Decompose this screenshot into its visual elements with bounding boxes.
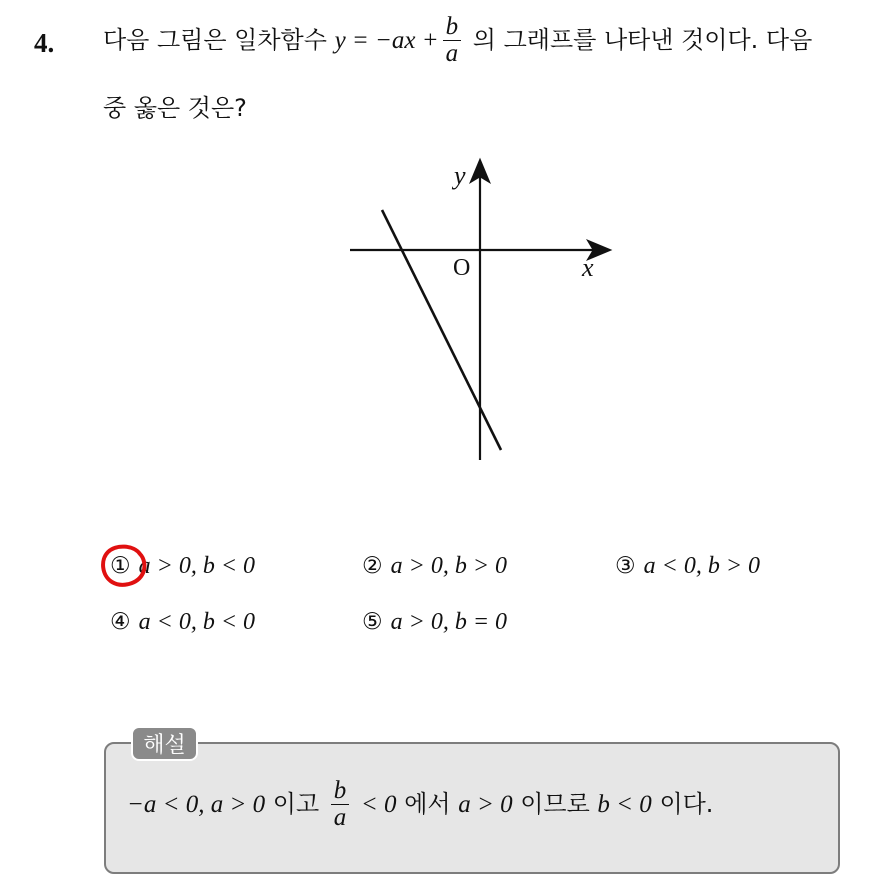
choice-4-text: a < 0, b < 0 bbox=[138, 609, 256, 635]
selection-circle-icon bbox=[96, 540, 152, 590]
solution-part-1: −a < 0, a > 0 bbox=[127, 790, 266, 818]
choice-5-marker: ⑤ bbox=[362, 609, 383, 635]
question-number: 4. bbox=[34, 28, 55, 58]
solution-part-6: 이므로 bbox=[520, 789, 590, 818]
choice-3-text: a < 0, b > 0 bbox=[643, 553, 761, 579]
question-fraction bbox=[443, 14, 462, 68]
choice-2-text: a > 0, b > 0 bbox=[390, 553, 508, 579]
solution-fraction-denominator: a bbox=[333, 804, 347, 832]
choice-1-text: a > 0, b < 0 bbox=[138, 553, 256, 579]
choice-3[interactable] bbox=[615, 553, 760, 580]
question-line-1 bbox=[103, 14, 812, 68]
y-axis-label: y bbox=[454, 161, 466, 190]
choice-4-marker: ④ bbox=[110, 609, 131, 635]
question-suffix: 의 그래프를 나타낸 것이다. 다음 bbox=[472, 25, 813, 54]
fraction-numerator: b bbox=[443, 14, 462, 41]
choice-3-marker: ③ bbox=[615, 553, 636, 579]
solution-fraction-numerator: b bbox=[331, 778, 350, 805]
function-graph bbox=[340, 150, 630, 470]
solution-part-4: 에서 bbox=[404, 789, 451, 818]
origin-label: O bbox=[453, 255, 471, 281]
solution-fraction bbox=[331, 778, 350, 832]
question-prefix: 다음 그림은 일차함수 bbox=[103, 25, 327, 54]
solution-part-8: 이다. bbox=[659, 789, 714, 818]
function-line bbox=[382, 210, 501, 450]
solution-part-7: b < 0 bbox=[597, 790, 652, 818]
solution-part-2: 이고 bbox=[272, 789, 320, 818]
choice-5-text: a > 0, b = 0 bbox=[390, 609, 508, 635]
solution-text bbox=[127, 778, 713, 832]
choice-4[interactable] bbox=[110, 609, 255, 636]
solution-part-5: a > 0 bbox=[458, 790, 513, 818]
choice-5[interactable] bbox=[362, 609, 507, 636]
solution-part-3: < 0 bbox=[360, 790, 397, 818]
choice-1-marker: ① bbox=[110, 553, 131, 579]
question-equation: y = −ax + bbox=[334, 26, 439, 54]
fraction-denominator: a bbox=[445, 40, 459, 68]
choice-2[interactable] bbox=[362, 553, 507, 580]
solution-tag: 해설 bbox=[131, 726, 198, 761]
choice-2-marker: ② bbox=[362, 553, 383, 579]
question-line-2: 중 옳은 것은? bbox=[103, 94, 247, 122]
x-axis-label: x bbox=[582, 253, 594, 282]
